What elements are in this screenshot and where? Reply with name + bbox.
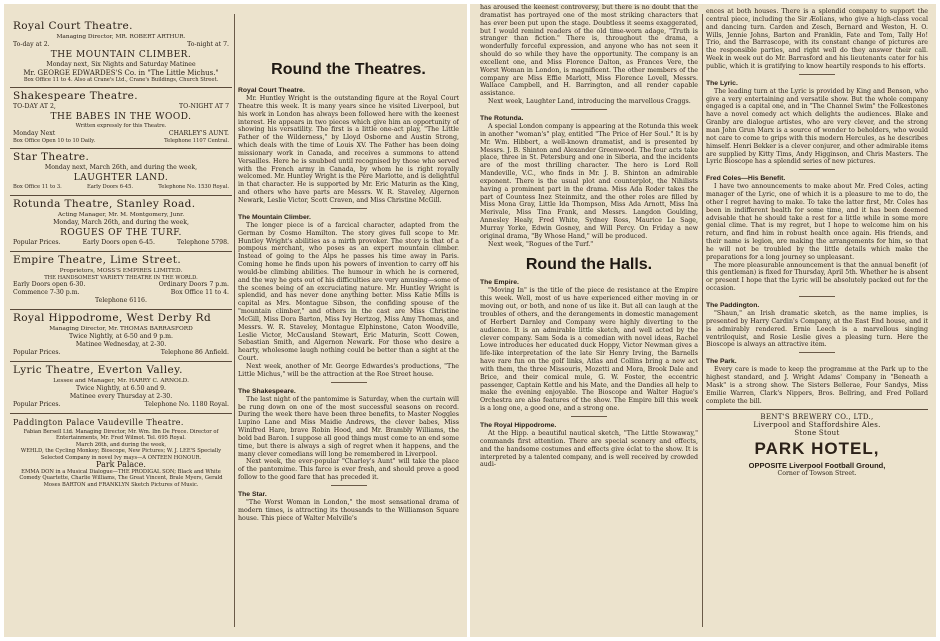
separator: [331, 208, 367, 209]
column-rule: [702, 14, 703, 627]
separator: [331, 382, 367, 383]
ad-show: THE MOUNTAIN CLIMBER.: [50, 50, 192, 60]
park-hotel-ad: BENT'S BREWERY CO., LTD., Liverpool and Staffordshire Ales. Stone Stout PARK HOTEL, OPPOSITE Liverpool Football Ground, Corner of Towson Street.: [706, 409, 928, 477]
ad-title: Star Theatre.: [13, 151, 90, 164]
ad-title: Rotunda Theatre, Stanley Road.: [13, 197, 196, 210]
separator: [799, 352, 835, 353]
theatre-ads-column: [10, 4, 232, 637]
reviews-column-left: has aroused the keenest controversy, but there is no doubt that the dramatist has portrayed one of the most striking characters that has ever been put upon the stage. Doubtless it seems exaggerated, but I would remind readers of the old time-worn adage, "Truth is stranger than fiction." There is, throughout the drama, a wonderfully forceful expression, and anyone who has not seen it should do so while they have the opportunity. The company is an excellent one, and Miss Florence Dalton, as Frances Vere, the Worst Woman in London, is magnificent. The other members of the company are Miss Effie Marlott, Miss Florence Lovell, Messrs. Wallace Campbell, and H. Barrington, and all render capable assistance. Next week, Laughter Land, introducing the marvellous Craggs. The Rotunda. A special London company is appearing at the Rotunda this week in another "woman's" play, entitled "The Price of Her Soul." It is by Mr. Wm. Hibbert, a well-known dramatist, and is presented by Messrs. J. B. Shinton and Alexander Greenwood. The four acts take place, three in St. Petersburg and one in Siberia, and the incidents are of the most thrilling character. The hero is Lord Roll Mandeville, V.C., who finds in Mr. J. B. Shinton an admirable exponent. There is the usual plot and counterplot, the Nihilists having a prominent part in the drama. Miss Ada Roder takes the part of Countess Inez Steinmitz, and the other roles are filled by Miss Mona Gray, Little Ida Thompson, Miss Ada Arnott, Miss Ina Merivale, Miss Tina Frank, and Messrs. Langdon Goulding, Annesley Healy, Fred White, Sydney Ross, Maurice Le Sage, Murray Yorke, Edwin Gosney, and Will Percy. On Friday a new original drama, "By Whose Hand," will be produced. Next week, "Rogues of the Turf." Round the Halls. The Empire. "Moving In" is the title of the piece de resistance at the Empire this week. Well, most of us have experienced either moving in or moving out, or both, and none of us like it. But all can laugh at the troubles of others, and the derangements in domestic management of Herbert Darnley and Company were highly diverting to the audience. It is an admirable little sketch, and well acted by the clever company. Sam Soda is a comedian with novel ideas, Rachel Lowe introduces her educated duck Hoppy, Victor Newman gives a life-like interpretation of the late Sir Henry Irving, the Barnells have rare fun on the golf links, Atlas and Collins bring a new act with them, the three Missouris, Mozetti and Mora, Brook Dale and Brice, and their comical mule, G. W. Foster, the eccentric passenger, Captain Kettle and his Mate, and the Dandies all help to make the evening enjoyable. The Bioscope and Walter Hague's Orchestra are also features of the show. The Empire bill this week is a long one, a good one, and a strong one. The Royal Hippodrome. At the Hipp. a beautiful nautical sketch, "The Little Stowaway," commands first attention. There are special scenery and effects, and the handsome costumes and effects give éclat to the show. It is interpreted by a talented company, and is well received by crowded audi-: [480, 4, 698, 469]
section-heading: The Royal Hippodrome.: [480, 421, 557, 429]
separator: [799, 296, 835, 297]
separator: [799, 169, 835, 170]
section-heading: The Mountain Climber.: [238, 213, 311, 221]
ad-title: Royal Court Theatre.: [13, 20, 133, 32]
section-heading: The Shakespeare.: [238, 387, 296, 395]
section-heading: Fred Coles—His Benefit.: [706, 175, 786, 183]
ad-paddington: Paddington Palace Vaudeville Theatre. Fabian Bersell Ltd. Managing Director, Mr. Wm. Ibn De Frece. Director of Entertainments, Mr. Fred Wilmot. Tel. 695 Royal. March 26th, and during the week, WEHLD, the Cycling Monkey; Bioscope, New Pictures; W. J. LEE'S Specially Selected Company in novel Ivy mays—A ONTEEN HONOUR. Park Palace. EMMA DON in a Musical Dialogue—THE PRODIGAL SON; Black and White Comedy Quartette, Charlie Williams, The Great Vincent, Brale Myers, Gerald Moses BARTON and FRANKLYN Sketch Pictures of Music.: [10, 414, 232, 492]
section-heading: The Rotunda.: [480, 114, 524, 122]
section-heading: The Lyric.: [706, 79, 738, 87]
ad-title: Lyric Theatre, Everton Valley.: [13, 364, 183, 377]
round-theatres-column: Royal Court Theatre. Mr. Huntley Wright is the outstanding figure at the Royal Court Theatre this week. It is many years since he visited Liverpool, but his work in London has always been followed here with the keenest interest. He appears in two pieces which give him an opportunity of showing his versatility. The first is a little one-act play, "The Little Father of the Wilderness," by Lloyd Osborne and Austin Strong, which deals with the time of Louis XV. The Father has been doing missionary work in Canada, and receives a summons to attend Versailles. Here he is snubbed until recognised by those who served with the French army in Canada, by whom he is right royally welcomed. Mr. Huntley Wright is the Père Marlotte, and is delightful in that character. He is supported by Mr. Eric Maturin as the King, and others who have parts are Messrs. W. R. Staveley, Algernon Newark, Leslie Victor, Scott Craven, and Miss Christine McGill. The Mountain Climber. The longer piece is of a farcical character, adapted from the German by Cosmo Hamilton. The story gives full scope to Mr. Huntley Wright's abilities as a mirth provoker. The story is that of a pompous merchant, who poses as an expert mountain climber. Instead of going to the Alps he passes his time away in Paris. Coming home he finds upon his powers of invention to carry off his would-be climbing abilities. The humour in which he is cornered, and the way he gets out of his difficulties are very amusing—some of the scenes being of an excruciating nature. Mr. Huntley Wright is splendid, and has never done anything better. Miss Katie Mills is capital as Mrs. Montague Sibson, the confiding spouse of the "mountain climber," and others in the cast are Miss Christine McGill, Miss Dora Barton, Miss Ivy Hertzog, Miss Amy Thomas, and Messrs. W. R. Staveley, Montague Elphinstone, Caton Woodville, Leslie Victor, McCausland Stewart, Eric Maturin, Scott Cowen, Sebastian Smith, and Algernon Newark. For those who desire a hearty, wholesome laugh nothing could be better than a sight at the Court. Next week, another of Mr. George Edwardes's productions, "The Little Michus," will be the attraction at the Roe Street house. The Shakespeare. The last night of the pantomime is Saturday, when the curtain will be rung down on one of the most successful seasons on record. During the week there have been three benefits, to Master Noggles Lupino Lane and Miss Maidie Andrews, the clever babes, Miss Winifred Hare, brave Robin Hood, and Mr. Brambly Williams, the bold bad Baron. I suppose all good things must come to an end some time, but there is always a sigh of regret when it happens, and the many clever comedians will long be remembered in Liverpool. Next week, the ever-popular "Charley's Aunt" will take the place of the pantomime. This farce is ever fresh, and should prove a good follow to the good fare that has preceded it. The Star. "The Worst Woman in London," the most sensational drama of modern times, is attracting its thousands to the Williamson Square house. This piece of Walter Melville's: [238, 87, 459, 522]
ad-title: Paddington Palace Vaudeville Theatre.: [13, 418, 184, 428]
ad-lyric: Lyric Theatre, Everton Valley. Lessee and Manager, Mr. HARRY C. ARNOLD. Twice Nightly, at 6.50 and 9. Matinee every Thursday at 2-30. Popular Prices. Telephone No. 1180 Royal.: [10, 362, 232, 414]
ad-title: Shakespeare Theatre.: [13, 90, 138, 103]
section-heading: The Paddington.: [706, 302, 760, 309]
ad-star: Star Theatre. Monday next, March 26th, and during the week, LAUGHTER LAND. Box Office 11 to 3. Early Doors 6-45. Telephone No. 1530 Royal.: [10, 149, 232, 195]
ad-show: Park Palace.: [96, 460, 146, 470]
separator: [799, 74, 835, 75]
right-page: [470, 4, 936, 637]
round-theatres-heading: Round the Theatres.: [271, 61, 426, 78]
separator: [571, 416, 607, 417]
left-page: [4, 4, 467, 637]
ad-show: LAUGHTER LAND.: [73, 173, 169, 184]
ad-title: Royal Hippodrome, West Derby Rd: [13, 312, 212, 325]
ad-empire: Empire Theatre, Lime Street. Proprietors, MOSS'S EMPIRES LIMITED. THE HANDSOMEST VARIETY THEATRE IN THE WORLD. Early Doors open 6-30. Ordinary Doors 7 p.m. Commence 7-30 p.m. Box Office 11 to 4. Telephone 6116.: [10, 252, 232, 310]
section-heading: The Empire.: [480, 279, 519, 287]
ad-show: ROGUES OF THE TURF.: [60, 227, 182, 238]
column-rule: [234, 14, 235, 627]
section-heading: The Star.: [238, 490, 267, 498]
section-heading: The Park.: [706, 358, 737, 366]
ad-hippodrome: Royal Hippodrome, West Derby Rd Managing Director, Mr. THOMAS BARRASFORD Twice Nightly, at 6-50 and 9 p.m. Matinee Wednesday, at 2-30. Popular Prices. Telephone 86 Anfield.: [10, 310, 232, 362]
separator: [571, 109, 607, 110]
ad-title: Empire Theatre, Lime Street.: [13, 253, 182, 266]
section-heading: Royal Court Theatre.: [238, 87, 305, 94]
round-halls-heading: Round the Halls.: [525, 256, 653, 274]
hotel-name: PARK HOTEL,: [754, 439, 880, 459]
ad-shakespeare: Shakespeare Theatre. TO-DAY AT 2, TO-NIGHT AT 7 THE BABES IN THE WOOD. Written expressly for this Theatre. Monday Next CHARLEY'S AUNT. Box Office Open 10 to 10 Daily. Telephone 1107 Central.: [10, 88, 232, 149]
reviews-column-right: ences at both houses. There is a splendid company to support the central piece, including the Sir Æolians, who give a high-class vocal and dancing turn. Carden and Zesch, Bernard and Weston, H. O. Wills, Jennie Johns, Barton and Franklin, Fate and Tom, Tally Ho! Trio, and the Barrascope, with its constant change of pictures are the responsible parties, and right well do they answer their call. Week in week out do Mr. Barrasford and his lieutenants cater for his public, which it is gratifying to know heartily responds to his efforts. The Lyric. The leading turn at the Lyric is provided by King and Benson, who give a very entertaining and versatile show. But the whole company engaged is a capital one, and in "The Channel Swim" the Folkestones have a novel comedy act which delights the audiences. Blake and Granby are dialogue artistes, who are very clever, and the strong man John Grun Marx is a source of wonder to beholders, who would not care to come to grips with this modern Hercules, as he describes himself. Henri Bekker is a clever conjurer, and other admirable items are supplied by Kitty Tims, Andy Higginson, and Chris Masters. The Lyric Bioscope has a splendid series of new pictures. Fred Coles—His Benefit. I have two announcements to make about Mr. Fred Coles, acting manager of the Lyric, one of which it is a pleasure to me to do, the other I regret having to make. To take the latter first, Mr. Coles has been in indifferent health for some time, and it has been deemed advisable that he should take a rest for a little while in some more genial clime. That is my regret, but I hope to welcome him on his return, and find him in robust health once again. His friends, and their name is legion, are making the arrangements for him, so that he will not be troubled by the little details which make the preparations for a long journey so unpleasant. The more pleasurable announcement is that the annual benefit (of this gentleman) is fixed for Thursday, April 5th. Whether he is absent or present I hope that the Lyric will be absolutely packed out for the occasion. The Paddington. "Shaun," an Irish dramatic sketch, as the name implies, is presented by Harry Cardin's Company, at the East End house, and it is admirably rendered. Ernie Leech is a marvellous singing ventriloquist, and Rosie Leslie gives a pleasing turn. Here the Bioscope is always an attractive item. The Park. Every care is made to keep the programme at the Park up to the highest standard, and J. Wright Adams' Company in "Beneath a Mask" is a strong show. The Sisters Bellerae, Four Sandys, Miss Emilie Warren, Clark's Nippers, Bros. Bellring, and Fred Pollard complete the bill. BENT'S BREWERY CO., LTD., Liverpool and Staffordshire Ales. Stone Stout PARK HOTEL, OPPOSITE Liverpool Football Ground, Corner of Towson Street.: [706, 8, 928, 478]
ad-rotunda: Rotunda Theatre, Stanley Road. Acting Manager, Mr. M. Montgomery, Junr. Monday, March 26th, and during the week, ROGUES OF THE TURF. Popular Prices. Early Doors open 6-45. Telephone 5798.: [10, 196, 232, 252]
ad-show: THE BABES IN THE WOOD.: [50, 112, 192, 123]
separator: [331, 485, 367, 486]
ad-royal-court: Royal Court Theatre. Managing Director, MR. ROBERT ARTHUR. To-day at 2. To-night at 7. THE MOUNTAIN CLIMBER. Monday next, Six Nights and Saturday Matinee Mr. GEORGE EDWARDES'S Co. in "The Little Michus." Box Office 11 to 4. Also at Crane's Ltd., Crane's Buildings, Church Street.: [10, 18, 232, 88]
